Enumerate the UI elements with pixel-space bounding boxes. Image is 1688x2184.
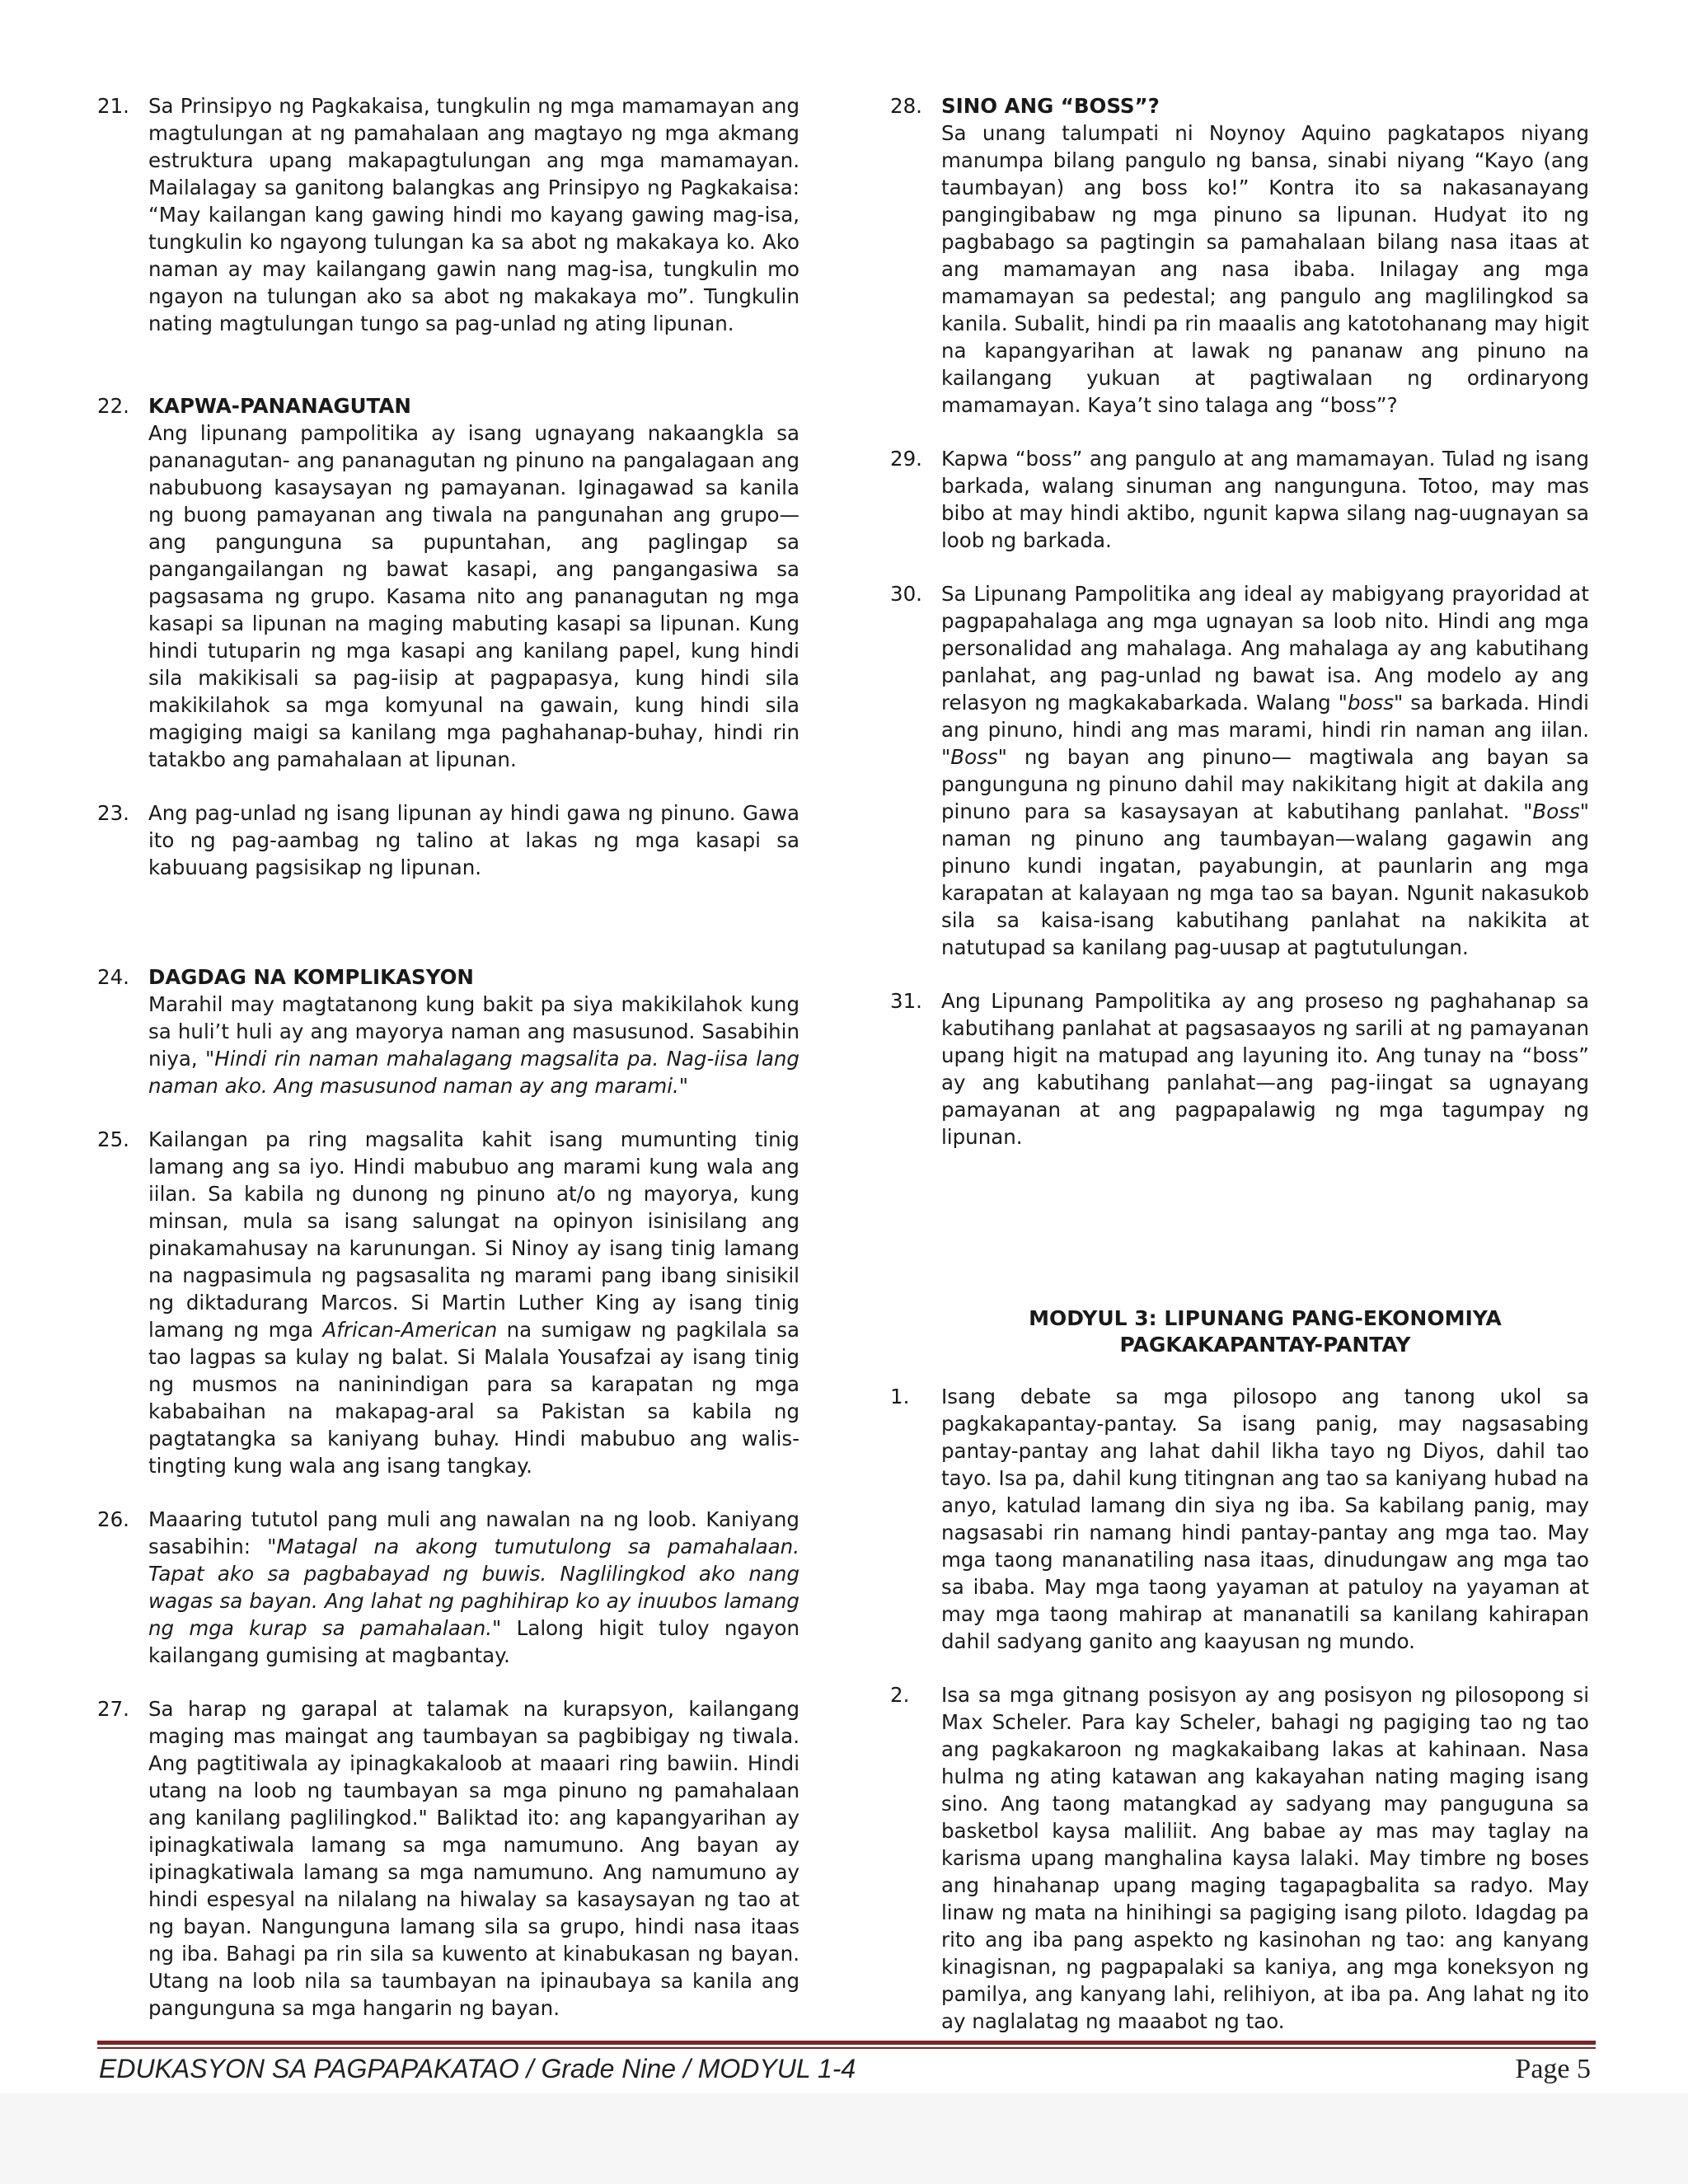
item-31 [890,987,1589,1151]
page-number: Page 5 [1515,2054,1591,2084]
item-number: 30. [890,582,922,606]
item-number: 25. [97,1127,129,1151]
item-body: Maaaring tututol pang muli ang nawalan na ng loob. Kaniyang sasabihin: "Matagal na akong tumutulong sa pamahalaan. Tapat ako sa pagbabayad ng buwis. Naglilingkod ako nang wagas sa bayan. Ang lahat ng paghihirap ko ay inuubos lamang ng mga kurap sa pamahalaan." Lalong higit tuloy ngayon kailangang gumising at magbantay. [148,1507,800,1667]
item-22 [97,392,799,773]
module-heading [890,1305,1589,1358]
footer-rule-thin [97,2047,1596,2049]
item-body: Ang Lipunang Pampolitika ay ang proseso ng paghahanap sa kabutihang panlahat at pagsasaayos ng sarili at ng pamayanan upang higit na matupad ang layuning ito. Ang tunay na “boss” ay ang kabutihang panlahat—ang pag-iingat sa ugnayang pamayanan at ang pagpapalawig ng mga tagumpay ng lipunan. [941,989,1589,1149]
item-number: 22. [97,394,129,418]
item-23 [97,799,799,881]
item-heading: DAGDAG NA KOMPLIKASYON [148,965,474,989]
item-number: 29. [890,447,922,471]
item-30 [890,580,1589,961]
item-number: 23. [97,801,129,825]
item-body: Ang lipunang pampolitika ay isang ugnayang nakaangkla sa pananagutan- ang pananagutan ng pinuno na pangalagaan ang nabubuong kasaysayan ng pamayanan. Iginagawad sa kanila ng buong pamayanan ang tiwala na pangunahan ang grupo—ang pangunguna sa pupuntahan, ang paglingap sa pangangailangan ng bawat kasapi, ang pangangasiwa sa pagsasama ng grupo. Kasama nito ang pananagutan ng mga kasapi sa lipunan na maging mabuting kasapi sa lipunan. Kung hindi tutuparin ng mga kasapi ang kanilang papel, kung hindi sila makikisali sa pag-iisip at pagpapasya, kung hindi sila makikilahok sa mga komyunal na gawain, kung hindi sila magiging maigi sa kanilang mga paghahanap-buhay, hindi rin tatakbo ang pamahalaan at lipunan. [148,421,799,771]
left-column [97,92,799,2022]
footer-rule [97,2041,1596,2045]
item-27 [97,1695,799,2022]
module-item-1 [890,1383,1589,1655]
item-body: Sa harap ng garapal at talamak na kurapsyon, kailangang maging mas maingat ang taumbayan sa pagbibigay ng tiwala. Ang pagtitiwala ay ipinagkakaloob at maaari ring bawiin. Hindi utang na loob ng taumbayan sa mga pinuno ng pamahalaan ang kanilang paglilingkod." Baliktad ito: ang kapangyarihan ay ipinagkatiwala lamang sa mga namumuno. Ang bayan ay ipinagkatiwala lamang sa mga namumuno. Ang namumuno ay hindi espesyal na nilalang na hiwalay sa kasaysayan ng tao at ng bayan. Nangunguna lamang sila sa grupo, hindi nasa itaas ng iba. Bahagi pa rin sila sa kuwento at kinabukasan ng bayan. Utang na loob nila sa taumbayan na ipinaubaya sa kanila ang pangunguna sa mga hangarin ng bayan. [148,1697,799,2020]
item-number: 28. [890,94,922,118]
item-number: 26. [97,1507,129,1531]
item-21 [97,92,799,337]
module-subtitle: PAGKAKAPANTAY-PANTAY [1119,1333,1411,1357]
item-body: Marahil may magtatanong kung bakit pa siya makikilahok kung sa huli’t huli ay ang mayorya naman ang masusunod. Sasabihin niya, "Hindi rin naman mahalagang magsalita pa. Nag-iisa lang naman ako. Ang masusunod naman ay ang marami." [148,992,799,1098]
item-body: Isang debate sa mga pilosopo ang tanong ukol sa pagkakapantay-pantay. Sa isang panig, may nagsasabing pantay-pantay ang lahat dahil likha tayo ng Diyos, dahil tao tayo. Isa pa, dahil kung titingnan ang tao sa kaniyang hubad na anyo, katulad lamang din siya ng iba. Sa kabilang panig, may nagsasabi rin namang hindi pantay-pantay ang mga tao. May mga taong mananatiling nasa itaas, dinudungaw ang mga tao sa ibaba. May mga taong yayaman at patuloy na yayaman at may mga taong mahirap at mananatili sa kanilang kahirapan dahil sadyang ganito ang kaayusan ng mundo. [941,1385,1589,1653]
item-heading: KAPWA-PANANAGUTAN [148,394,411,418]
footer-band [0,2093,1688,2184]
item-body: Isa sa mga gitnang posisyon ay ang posisyon ng pilosopong si Max Scheler. Para kay Scheler, bahagi ng pagiging tao ng tao ang pagkakaroon ng magkakaibang lakas at kahinaan. Nasa hulma ng ating katawan ang kakayahan nating maging isang sino. Ang taong matangkad ay sadyang may panguguna sa basketbol kaysa maliliit. Ang babae ay mas may taglay na karisma upang manghalina kaysa lalaki. May timbre ng boses ang hinahanap upang maging tagapagbalita sa radyo. May linaw ng mata na hinihingi sa pagiging isang piloto. Idagdag pa rito ang iba pang aspekto ng kasinohan ng tao: ang kanyang kinagisnan, ng pagpapalaki sa kaniya, ang mga koneksyon ng pamilya, ang kanyang lahi, relihiyon, at iba pa. Ang lahat ng ito ay naglalatag ng maaabot ng tao. [941,1683,1589,2033]
module-title: MODYUL 3: LIPUNANG PANG-EKONOMIYA [1029,1306,1502,1330]
item-number: 1. [890,1385,910,1408]
item-body: Sa Lipunang Pampolitika ang ideal ay mabigyang prayoridad at pagpapahalaga ang mga ugnayan sa loob nito. Hindi ang mga personalidad ang mahalaga. Ang mahalaga ay ang kabutihang panlahat, ang pag-unlad ng bawat isa. Ang modelo ay ang relasyon ng magkakabarkada. Walang "boss" sa barkada. Hindi ang pinuno, hindi ang mas marami, hindi rin naman ang iilan. "Boss" ng bayan ang pinuno— magtiwala ang bayan sa pangunguna ng pinuno dahil may nakikitang higit at dakila ang pinuno para sa kasaysayan at kabutihang panlahat. "Boss" naman ng pinuno ang taumbayan—walang gagawin ang pinuno kundi ingatan, payabungin, at paunlarin ang mga karapatan at kalayaan ng mga tao sa bayan. Ngunit nakasukob sila sa kaisa-isang kabutihang panlahat na nakikita at natutupad sa kanilang pag-uusap at pagtutulungan. [941,582,1589,959]
item-29 [890,445,1589,554]
item-number: 24. [97,965,129,989]
item-number: 21. [97,94,129,118]
module-item-2 [890,1681,1589,2035]
item-28 [890,92,1589,419]
item-number: 2. [890,1683,910,1707]
item-heading: SINO ANG “BOSS”? [941,94,1160,118]
footer-course-label: EDUKASYON SA PAGPAPAKATAO / Grade Nine / MODYUL 1-4 [99,2054,856,2083]
item-body: Sa unang talumpati ni Noynoy Aquino pagkatapos niyang manumpa bilang pangulo ng bansa, sinabi niyang “Kayo (ang taumbayan) ang boss ko!” Kontra ito sa nakasanayang pangingibabaw ng mga pinuno sa lipunan. Hudyat ito ng pagbabago sa pagtingin sa pamahalaan bilang nasa itaas at ang mamamayan ang nasa ibaba. Inilagay ang mga mamamayan sa pedestal; ang pangulo ang maglilingkod sa kanila. Subalit, hindi pa rin maaalis ang katotohanang may higit na kapangyarihan at lawak ng pananaw ang pinuno na kailangang yukuan at pagtiwalaan ng ordinaryong mamamayan. Kaya’t sino talaga ang “boss”? [941,121,1589,417]
item-number: 31. [890,989,922,1013]
item-body: Kapwa “boss” ang pangulo at ang mamamayan. Tulad ng isang barkada, walang sinuman ang nangunguna. Totoo, may mas bibo at may hindi aktibo, ngunit kapwa silang nag-uugnayan sa loob ng barkada. [941,447,1589,552]
item-body: Sa Prinsipyo ng Pagkakaisa, tungkulin ng mga mamamayan ang magtulungan at ng pamahalaan ang magtayo ng mga akmang estruktura upang makapagtulungan ang mga mamamayan. Mailalagay sa ganitong balangkas ang Prinsipyo ng Pagkakaisa: “May kailangan kang gawing hindi mo kayang gawing mag-isa, tungkulin ko ngayong tulungan ka sa abot ng makakaya ko. Ako naman ay may kailangang gawin nang mag-isa, tungkulin mo ngayon na tulungan ako sa abot ng makakaya mo”. Tungkulin nating magtulungan tungo sa pag-unlad ng ating lipunan. [148,94,799,335]
item-body: Kailangan pa ring magsalita kahit isang mumunting tinig lamang ang sa iyo. Hindi mabubuo ang marami kung wala ang iilan. Sa kabila ng dunong ng pinuno at/o ng mayorya, kung minsan, mula sa isang salungat na opinyon isinisilang ang pinakamahusay na karunungan. Si Ninoy ay isang tinig lamang na nagpasimula ng pagsasalita ng marami pang ibang sinisikil ng diktadurang Marcos. Si Martin Luther King ay isang tinig lamang ng mga African-American na sumigaw ng pagkilala sa tao lagpas sa kulay ng balat. Si Malala Yousafzai ay isang tinig ng musmos na naninindigan para sa karapatan ng mga kababaihan na makapag-aral sa Pakistan sa kabila ng pagtatangka sa kaniyang buhay. Hindi mabubuo ang walis-tingting kung wala ang isang tangkay. [148,1127,799,1478]
item-24 [97,963,799,1099]
item-number: 27. [97,1697,129,1721]
right-column [890,92,1589,2035]
item-25 [97,1126,799,1479]
item-body: Ang pag-unlad ng isang lipunan ay hindi gawa ng pinuno. Gawa ito ng pag-aambag ng talino at lakas ng mga kasapi sa kabuuang pagsisikap ng lipunan. [148,801,799,879]
item-26 [97,1506,799,1669]
